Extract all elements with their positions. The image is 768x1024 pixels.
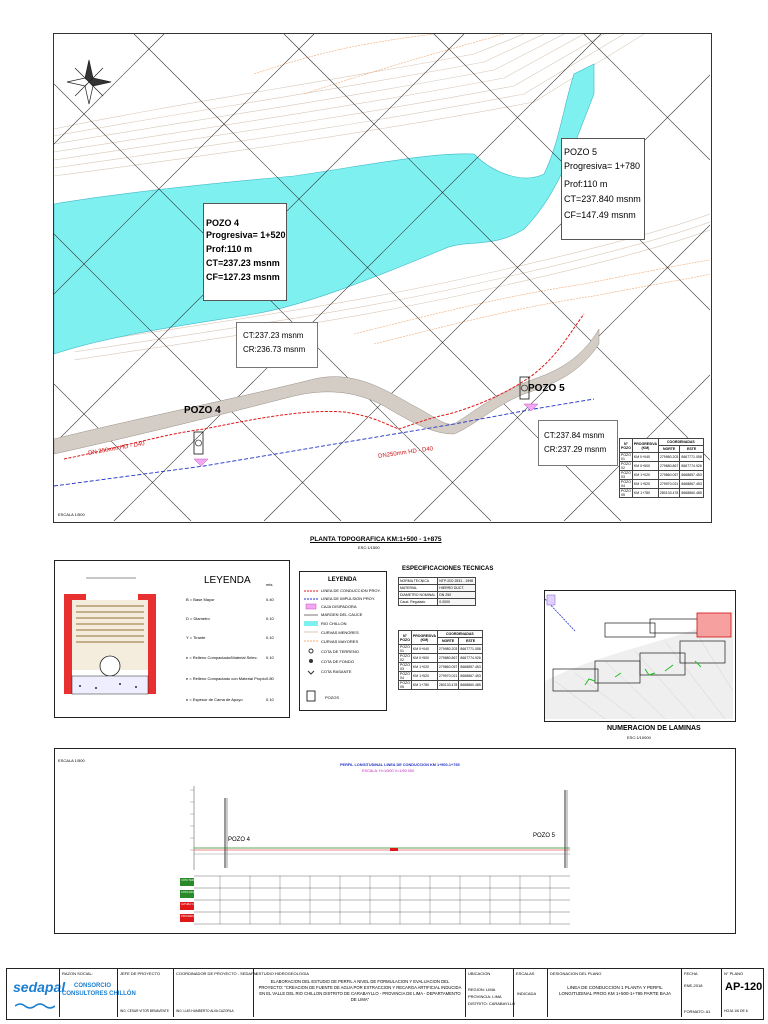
zanja-row-value: 0.10	[266, 655, 274, 660]
pozo5-ct: CT:237.84 msnm	[544, 431, 605, 440]
profile-scale: ESCALA 1/500	[58, 758, 85, 763]
ubicacion-label: UBICACION	[468, 971, 491, 976]
channel-margin	[54, 329, 599, 454]
trench-section-drawing	[56, 566, 178, 712]
plano-value: AP-120	[725, 981, 763, 993]
pozo4-ct: CT:237.23 msnm	[243, 331, 304, 340]
zanja-row-value: 0.40	[266, 597, 274, 602]
fecha-label: FECHA	[684, 971, 698, 976]
pozo5-callout-prof: Prof:110 m	[564, 179, 608, 189]
zanja-row-label: e = Relleno Compactado con Material Propio	[186, 676, 266, 681]
keymap-title: NUMERACION DE LAMINAS	[607, 725, 701, 732]
legend-item: COTA DE TERRENO	[321, 649, 359, 654]
pozo5-callout-ct: CT=237.840 msnm	[564, 194, 641, 204]
legend-title: LEYENDA	[328, 577, 357, 583]
pozo4-label: POZO 4	[184, 405, 221, 416]
keymap-drawing	[545, 591, 733, 719]
coordinador-label: COORDINADOR DE PROYECTO - SEDAPAL	[176, 971, 259, 976]
plan-title: PLANTA TOPOGRAFICA KM:1+500 - 1+875	[310, 536, 442, 543]
pozo5-callout-progresiva: Progresiva= 1+780	[564, 161, 641, 171]
zanja-legend-unit: mts	[266, 582, 273, 587]
pozo4-callout-progresiva: Progresiva= 1+520	[206, 230, 286, 240]
pozo4-callout-title: POZO 4	[206, 218, 240, 228]
escala-label: ESCALAS	[516, 971, 535, 976]
distrito: DISTRITO: CARABAYLLO	[468, 1001, 516, 1006]
zanja-row-value: 0.10	[266, 616, 274, 621]
pozo5-callout-title: POZO 5	[564, 147, 598, 157]
pozo4-callout	[203, 203, 287, 301]
legend-item: LINEA DE CONDUCCION PROY.	[321, 588, 381, 593]
designacion-value: LINEA DE CONDUCCION 1 PLANTA Y PERFIL LONGITUDINAL PROG KM 1+500-1+795 PARTE BAJA	[559, 985, 671, 996]
north-arrow-icon	[67, 60, 111, 104]
zanja-row-value: 0.10	[266, 635, 274, 640]
zanja-row-value: 0.80	[266, 676, 274, 681]
pozo5-cr: CR:237.29 msnm	[544, 445, 607, 454]
legend-item: CAJA DISIPADORA	[321, 604, 357, 609]
razon-label: RAZON SOCIAL:	[62, 971, 93, 976]
title-block	[6, 968, 764, 1020]
zanja-row-label: Y = Tirante	[186, 635, 206, 640]
logo-wave-icon	[15, 997, 55, 1005]
plan-scale: ESC:1/1500	[358, 545, 380, 550]
legend-item: RIO CHILLON	[321, 621, 347, 626]
fecha-value: ENE-2018	[684, 983, 703, 988]
pozo4-callout-prof: Prof:110 m	[206, 244, 253, 254]
profile-pozo5: POZO 5	[533, 833, 556, 839]
plan-coord-table: N° POZO PROGRESIVA (KM) COORDENADAS NORTE ESTE POZO 01 KM 0+040 279980.203 8667771.058 POZO 02 KM 0+500 279680.867 8667774.926 POZO 03 KM 1+020 279860.057 8668857.453 POZO 04 KM 1+520 279970.021 8668867.453 POZO 05 KM 1+780 280133.478 8668860.485	[621, 440, 702, 497]
pipe-label-1: DN 250mm HD - D40	[87, 441, 146, 457]
pozo4-callout-cf: CF=127.23 msnm	[206, 272, 280, 282]
profile-row-label: COTA TERRENO	[181, 879, 202, 882]
formato-label: FORMATO: A1	[684, 1009, 711, 1014]
specs-table: NORMA TECNICA NTP-ISO 2531 - 1998 MATERIAL HIERRO DUCT. DIAMETRO NOMINAL DN 250 Caud. Regulado 0.0000	[398, 577, 476, 606]
profile-subtitle: ESCALA: H=1/500 V=1/50 000	[362, 769, 415, 773]
plan-scale-left: ESCALA 1/500	[58, 512, 85, 517]
escala-value: INDICADA	[517, 991, 537, 996]
region: REGION: LIMA	[468, 987, 496, 992]
legend-item: COTA DE FONDO	[321, 659, 354, 664]
consultores-label: CONSULTORES CHILLÓN	[62, 991, 136, 997]
pozo5-callout	[561, 138, 645, 240]
zanja-row-label: B = Base Mayor	[186, 597, 215, 602]
jefe-label: JEFE DE PROYECTO	[120, 971, 160, 976]
zanja-legend-title: LEYENDA	[204, 575, 251, 586]
pozo5-levels	[538, 420, 618, 466]
specs-coord-table: N° POZO PROGRESIVA (KM) COORDENADAS NORTE ESTE POZO 01 KM 0+040 279980.203 8667771.058 POZO 02 KM 0+500 279680.867 8667774.926 POZO 03 KM 1+020 279860.057 8668857.453 POZO 04 KM 1+520 279970.021 8668867.453 POZO 05 KM 1+780 280133.478 8668860.485	[400, 632, 481, 689]
pozo5-label: POZO 5	[528, 383, 565, 394]
legend-item: LINEA DE IMPULSION PROY.	[321, 596, 376, 601]
zanja-row-label: e = Espesor de Cama de Apoyo	[186, 697, 243, 702]
sedapal-logo: sedapal	[13, 979, 66, 995]
hoja-value: HOJA 1/6 DE 6	[724, 1009, 748, 1013]
zanja-row-value: 0.10	[266, 697, 274, 702]
specs-title: ESPECIFICACIONES TECNICAS	[402, 566, 494, 572]
pipe-label-2: DN250mm HD - D40	[377, 446, 434, 460]
legend-item: MARGEN DEL CAUCE	[321, 612, 363, 617]
coordinador-name: ING. LUIS HUMBERTO ALVA CAZORLA	[176, 1009, 234, 1013]
jefe-name: ING. CESAR VITOR BENAVENTE	[120, 1009, 169, 1013]
legend-item: POZOS	[325, 695, 340, 700]
estudio-text: ELABORACION DEL ESTUDIO DE PERFIL A NIVEL DE FORMULACION Y EVALUACION DEL PROYECTO: "CREACION DE FUENTE DE AGUA POR EXTRACCION Y RECARGA ARTIFICIAL INDUCIDA EN EL VALLE DEL RIO CHILLON DISTRITO DE CARABAYLLO - PROVINCIA DE LIMA - DEPARTAMENTO DE LIMA"	[258, 979, 462, 1002]
pozo4-callout-ct: CT=237.23 msnm	[206, 258, 280, 268]
zanja-row-label: D = Diametro	[186, 616, 210, 621]
pozo5-callout-cf: CF=147.49 msnm	[564, 210, 636, 220]
plano-label: N° PLANO	[724, 971, 744, 976]
consorcio-label: CONSORCIO	[74, 983, 112, 989]
legend-item: CURVAS MENORES	[321, 630, 359, 635]
pozo4-levels	[236, 322, 318, 368]
zanja-row-label: e = Relleno Compactado/Material Selec.	[186, 655, 258, 660]
profile-row-label: COTA RASANTE	[181, 891, 201, 894]
legend-item: COTA RASANTE	[321, 669, 352, 674]
profile-title: PERFIL LONGITUDINAL LINEA DE CONDUCCION KM 1+500-1+795	[340, 763, 460, 767]
profile-pozo4: POZO 4	[228, 837, 251, 843]
legend-symbols	[302, 587, 320, 705]
profile-row-label: ALTURA CORTE	[181, 903, 201, 906]
provincia: PROVINCIA: LIMA	[468, 994, 502, 999]
designacion-label: DESIGNACION DEL PLANO	[550, 971, 602, 976]
pozo4-cr: CR:236.73 msnm	[243, 345, 306, 354]
estudio-label: ESTUDIO HIDROGEOLOGIA	[256, 971, 309, 976]
legend-item: CURVAS MAYORES	[321, 639, 359, 644]
profile-row-label: PROGRESIVA	[181, 915, 198, 918]
keymap-scale: ESC:1/10000	[627, 735, 651, 740]
profile-drawing	[180, 780, 576, 928]
